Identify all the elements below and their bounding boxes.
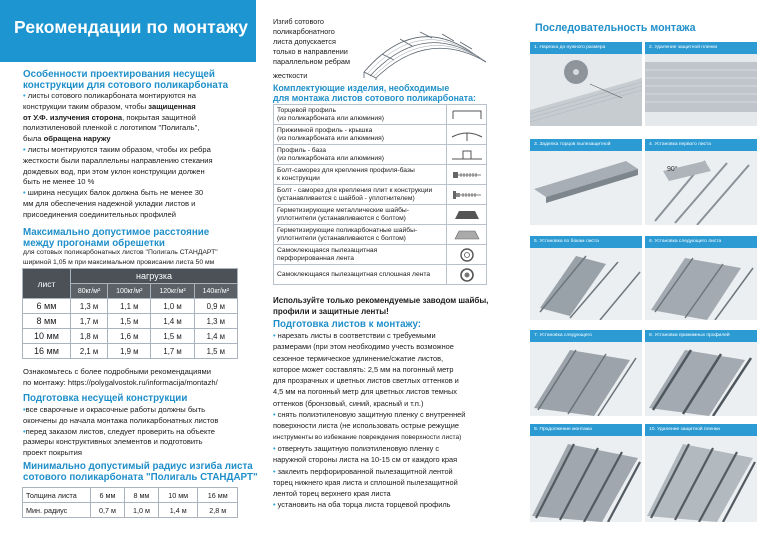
text-line: дождевых вод, при этом уклон конструкции должен — [23, 166, 205, 176]
step-6-image — [645, 248, 757, 320]
step-10-label: 10. Удаление защитной пленки — [645, 424, 757, 436]
perforated-tape-icon — [450, 248, 484, 262]
step-2-label: 2. Удаление защитной пленки — [645, 42, 757, 54]
prep-sheets-text — [273, 330, 509, 511]
table-row: Самоклеющаяся пылезащитная перфорированная лента — [274, 245, 487, 265]
text-line: окончены до начала монтажа поликарбонатных листов — [23, 415, 219, 425]
max-distance-note: для сотовых поликарбонатных листов "Полигаль СТАНДАРТ" шириной 1,05 м при максимальном провисании листа 50 мм — [23, 249, 218, 266]
table-header: 140кг/м² — [194, 284, 237, 299]
prep-heading: Подготовка несущей конструкции — [23, 393, 188, 404]
radius-table — [22, 487, 238, 518]
text-line: оттенков (бронзовый, синий, красный и т.п.) — [273, 398, 424, 408]
step-10-image — [645, 436, 757, 522]
text-line: • нарезать листы в соответствии с требуемыми — [273, 331, 436, 340]
text-line: для прозрачных и цветных листов светлых оттенков и — [273, 376, 459, 386]
text-line: размерами (при этом необходимо учесть возможное — [273, 342, 454, 352]
step-4-label: 4. Установка первого листа — [645, 139, 757, 151]
text-line: наружной стороны листа на 10-15 см от каждого края — [273, 455, 458, 465]
table-row: 16 мм 2,1 м 1,9 м 1,7 м 1,5 м — [23, 344, 238, 359]
kit-heading: Комплектующие изделия, необходимые для монтажа листов сотового поликарбоната: — [273, 83, 476, 103]
end-profile-icon — [450, 108, 484, 122]
plastic-washer-icon — [450, 228, 484, 242]
bend-text: Изгиб сотового поликарбонатного листа допускается только в направлении параллельном ребрам жесткости — [273, 17, 350, 80]
text-line: • листы сотового поликарбоната монтируются на — [23, 91, 196, 100]
text-line: • ширина несущих балок должна быть не менее 30 — [23, 188, 204, 198]
table-row: Герметизирующие металлические шайбы- уплотнители (устанавливаются с болтом) — [274, 205, 487, 225]
text-line: • отвернуть защитную полиэтиленовую пленку с — [273, 443, 440, 453]
text-line: полиэтиленовой пленкой с логотипом "Полигаль", — [23, 123, 200, 133]
text-line: 4,5 мм на погонный метр для цветных листов темных — [273, 387, 457, 397]
design-heading: Особенности проектирования несущей конструкции для сотового поликарбоната — [23, 69, 229, 91]
text-line: быть не менее 10 % — [23, 177, 95, 187]
text-line: • заклеить перфорированной пылезащитной лентой — [273, 466, 453, 476]
text-line: которое может составлять: 2,5 мм на погонный метр — [273, 364, 454, 374]
table-header: 120кг/м² — [151, 284, 194, 299]
step-1-label: 1. Нарезка до нужного размера — [530, 42, 642, 54]
text-line: поверхности листа (не использовать острые режущие — [273, 421, 459, 431]
text-line: • установить на оба торца листа торцевой профиль — [273, 500, 451, 510]
more-info: Ознакомьтесь с более подробными рекомендациями по монтажу: https://polygalvostok.ru/informacija/montazh/ — [23, 367, 259, 389]
kit-table — [273, 104, 487, 285]
text-line: • снять полиэтиленовую защитную пленку с внутренней — [273, 410, 466, 420]
text-line: • листы монтируются таким образом, чтобы их ребра — [23, 144, 211, 154]
more-info-link[interactable]: по монтажу: https://polygalvostok.ru/informacija/montazh/ — [23, 377, 218, 387]
text-line: сезонное термическое удлинение/сжатие листов, — [273, 353, 444, 363]
text-line: конструкции таким образом, чтобы защищенная — [23, 101, 196, 111]
step-4-image — [645, 151, 757, 225]
text-line: размеры конструктивных элементов и подготовить — [23, 437, 203, 447]
table-row: Прижимной профиль - крышка (из поликарбоната или алюминия) — [274, 125, 487, 145]
recommend-note: Используйте только рекомендуемые заводом шайбы, профили и защитные ленты! — [273, 296, 489, 316]
table-row: Болт - саморез для крепления плит к конструкции (устанавливается с шайбой - уплотнителем) — [274, 185, 487, 205]
screw-icon — [450, 168, 484, 182]
step-3-image — [530, 151, 642, 225]
text-line: инструменты во избежание повреждения поверхности листа) — [273, 433, 462, 441]
solid-tape-icon — [450, 268, 484, 282]
table-row: Торцевой профиль (из поликарбоната или алюминия) — [274, 105, 487, 125]
step-2-image — [645, 54, 757, 126]
table-row: 6 мм 1,3 м 1,1 м 1,0 м 0,9 м — [23, 299, 238, 314]
text-line: присоединения соединительных профилей — [23, 209, 177, 219]
text-line: лентой торец верхнего края листа — [273, 489, 391, 499]
step-8-image — [645, 342, 757, 416]
step-9-image — [530, 436, 642, 522]
step-6-label: 6. Установка следующего листа — [645, 236, 757, 248]
table-header: 100кг/м² — [108, 284, 151, 299]
table-row: 8 мм 1,7 м 1,5 м 1,4 м 1,3 м — [23, 314, 238, 329]
text-line: жесткости были параллельны направлению стекания — [23, 155, 213, 165]
prep-sheets-heading: Подготовка листов к монтажу: — [273, 319, 422, 330]
text-line: •перед заказом листов, следует проверить на объекте — [23, 426, 216, 436]
text-line: •все сварочные и окрасочные работы должны быть — [23, 405, 206, 414]
table-row: Герметизирующие поликарбонатные шайбы- уплотнители (устанавливаются с болтом) — [274, 225, 487, 245]
design-text — [23, 91, 259, 221]
radius-heading: Минимально допустимый радиус изгиба листа сотового поликарбоната "Полигаль СТАНДАРТ" — [23, 461, 258, 483]
table-header: лист — [23, 269, 71, 299]
table-row: Мин. радиус 0,7 м 1,0 м 1,4 м 2,8 м — [23, 503, 238, 518]
step-8-label: 8. Установка прижимных профилей — [645, 330, 757, 342]
arch-illustration — [356, 14, 494, 80]
step-5-label: 5. Установка по бокам листа — [530, 236, 642, 248]
table-row: Толщина листа 6 мм 8 мм 10 мм 16 мм — [23, 488, 238, 503]
table-row: Профиль - база (из поликарбоната или алюминия) — [274, 145, 487, 165]
step-5-image — [530, 248, 642, 320]
text-line: была обращена наружу — [23, 134, 111, 144]
text-line: от У.Ф. излучения сторона, покрытая защитной — [23, 112, 196, 122]
screw-with-washer-icon — [450, 188, 484, 202]
table-header: нагрузка — [71, 269, 238, 284]
text-line: торец нижнего края листа и сплошной пылезащитной — [273, 477, 458, 487]
base-profile-icon — [450, 148, 484, 162]
table-row: Самоклеющаяся пылезащитная сплошная лента — [274, 265, 487, 285]
sequence-title: Последовательность монтажа — [535, 22, 696, 34]
max-distance-heading: Максимально допустимое расстояние между прогонами обрешетки — [23, 227, 210, 249]
table-row: Болт-саморез для крепления профиля-базы к конструкции — [274, 165, 487, 185]
table-row: 10 мм 1,8 м 1,6 м 1,5 м 1,4 м — [23, 329, 238, 344]
angle-label: 90° — [667, 166, 678, 173]
step-3-label: 3. Заделка торцов пылезащитной — [530, 139, 642, 151]
step-1-image — [530, 54, 642, 126]
load-table — [22, 268, 238, 359]
cap-profile-icon — [450, 128, 484, 142]
page-title: Рекомендации по монтажу — [14, 17, 249, 37]
step-7-image — [530, 342, 642, 416]
text-line: проект покрытия — [23, 448, 82, 458]
step-7-label: 7. Установка следующего — [530, 330, 642, 342]
table-header: 80кг/м² — [71, 284, 108, 299]
metal-washer-icon — [450, 208, 484, 222]
text-line: мм для обеспечения надежной укладки листов и — [23, 198, 196, 208]
prep-text — [23, 405, 259, 459]
step-9-label: 9. Продолжение монтажа — [530, 424, 642, 436]
title-banner — [0, 0, 256, 62]
